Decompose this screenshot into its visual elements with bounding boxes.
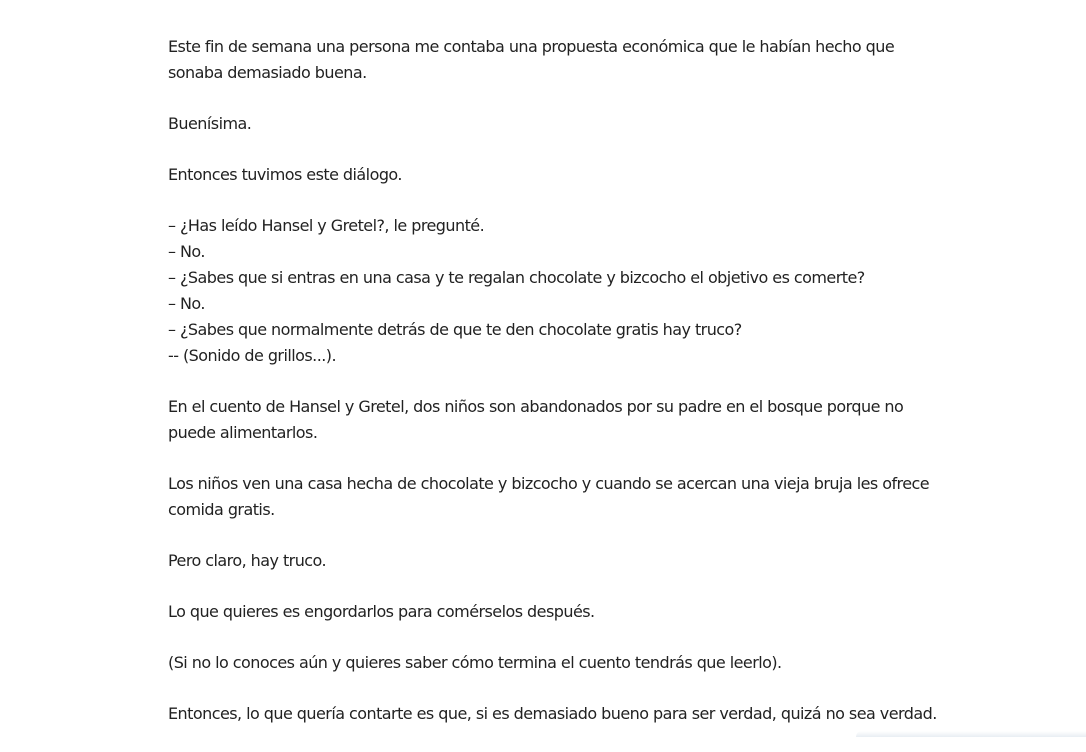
paragraph-leerlo: (Si no lo conoces aún y quieres saber cómo termina el cuento tendrás que leerlo). xyxy=(168,653,782,672)
dialogue-line: – No. xyxy=(168,294,205,313)
paragraph-intro: Este fin de semana una persona me contaba una propuesta económica que le habían hecho que sonaba demasiado buena. xyxy=(168,37,895,82)
dialogue-line: – ¿Sabes que normalmente detrás de que te den chocolate gratis hay truco? xyxy=(168,320,742,339)
paragraph-conclusion: Entonces, lo que quería contarte es que, si es demasiado bueno para ser verdad, quizá no sea verdad. xyxy=(168,704,937,723)
paragraph-truco: Pero claro, hay truco. xyxy=(168,551,327,570)
dialogue-line: -- (Sonido de grillos...). xyxy=(168,346,337,365)
paragraph-engordarlos: Lo que quieres es engordarlos para comérselos después. xyxy=(168,602,595,621)
dialogue-block xyxy=(168,213,1068,369)
dialogue-line: – ¿Sabes que si entras en una casa y te regalan chocolate y bizcocho el objetivo es comerte? xyxy=(168,268,865,287)
paragraph-dialogue-intro: Entonces tuvimos este diálogo. xyxy=(168,165,402,184)
paragraph-buenisima: Buenísima. xyxy=(168,114,252,133)
paragraph-story-summary: En el cuento de Hansel y Gretel, dos niños son abandonados por su padre en el bosque porque no puede alimentarlos. xyxy=(168,397,904,442)
dialogue-line: – No. xyxy=(168,242,205,261)
dialogue-line: – ¿Has leído Hansel y Gretel?, le pregunté. xyxy=(168,216,485,235)
article-body xyxy=(168,34,1068,752)
paragraph-witch-house: Los niños ven una casa hecha de chocolate y bizcocho y cuando se acercan una vieja bruja les ofrece comida gratis. xyxy=(168,474,930,519)
floating-panel-edge xyxy=(856,731,1086,737)
